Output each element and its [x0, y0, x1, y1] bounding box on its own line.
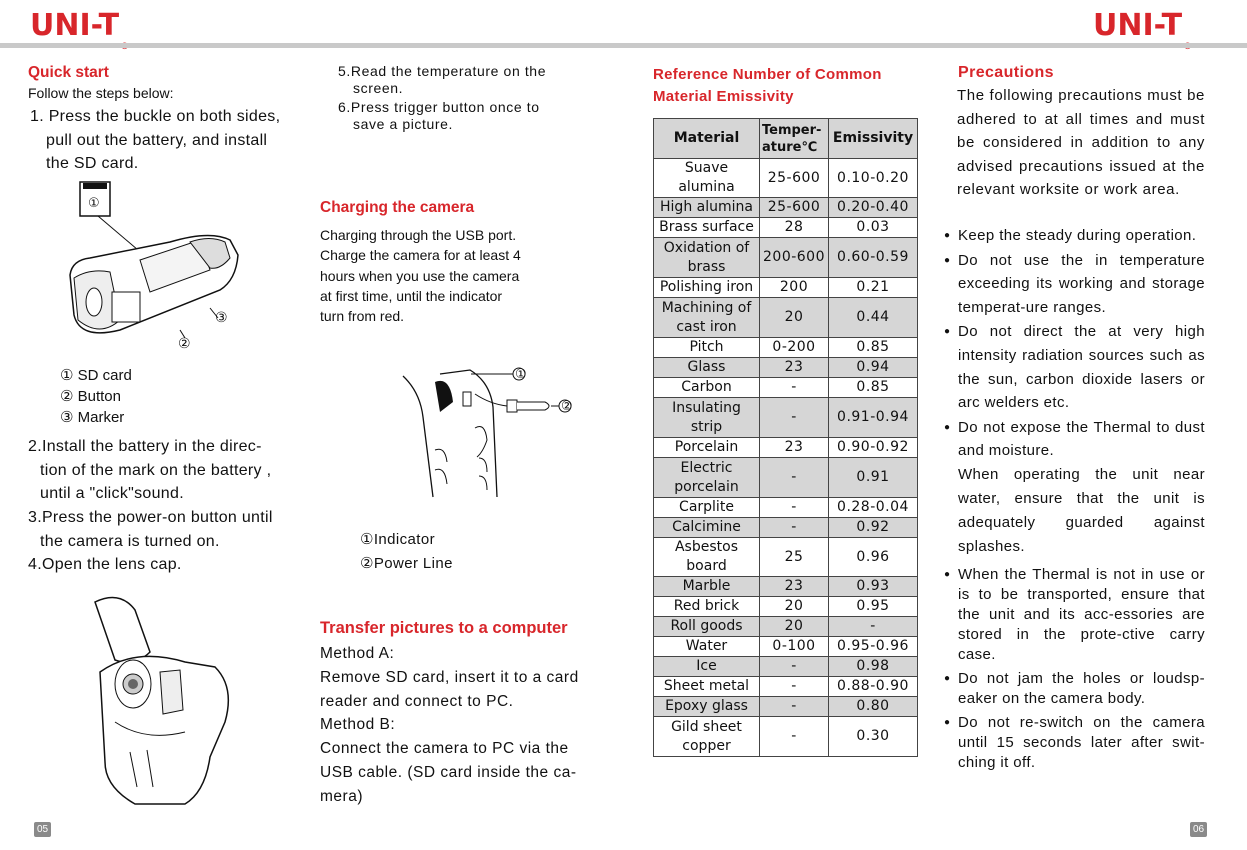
table-row: [654, 617, 918, 637]
precaution-item: ● Do not direct the at very high intensity radiation sources such as the sun, carbon dioxide lasers or arc welders etc.: [944, 320, 1205, 414]
cell-emissivity: 0.95: [829, 597, 918, 617]
cell-temperature: 28: [760, 218, 829, 238]
cell-material: Asbestos board: [654, 538, 760, 577]
cell-temperature: 25: [760, 538, 829, 577]
charging-legend: ①Indicator ②Power Line: [360, 531, 453, 572]
step-4: 4.Open the lens cap.: [28, 556, 182, 573]
table-row: [654, 338, 918, 358]
page-number-right: 06: [1190, 822, 1207, 837]
cell-emissivity: 0.85: [829, 338, 918, 358]
cell-temperature: -: [760, 498, 829, 518]
table-row: [654, 438, 918, 458]
precautions-intro: The following precautions must be adhered to at all times and must be considered in addition to any advised precautions issued at the relevant worksite or work area.: [957, 87, 1205, 199]
cell-material: Epoxy glass: [654, 697, 760, 717]
cell-material: Insulating strip: [654, 398, 760, 438]
step-3: 3.Press the power-on button until the camera is turned on.: [28, 509, 273, 550]
precautions-list: [944, 224, 1205, 773]
fig3-label-1: ①: [515, 366, 527, 381]
cell-material: Porcelain: [654, 438, 760, 458]
cell-temperature: -: [760, 717, 829, 757]
cell-material: Calcimine: [654, 518, 760, 538]
fig1-label-2: ②: [178, 335, 191, 351]
fig1-label-1: ①: [88, 195, 100, 210]
table-row: [654, 697, 918, 717]
cell-material: Oxidation of brass: [654, 238, 760, 278]
table-row: [654, 717, 918, 757]
cell-temperature: 20: [760, 617, 829, 637]
cell-temperature: 200: [760, 278, 829, 298]
quick-start-subtitle: Follow the steps below:: [28, 85, 174, 101]
table-row: [654, 637, 918, 657]
fig3-label-2: ②: [561, 398, 573, 413]
table-row: [654, 238, 918, 278]
cell-emissivity: -: [829, 617, 918, 637]
table-row: [654, 518, 918, 538]
cell-emissivity: 0.92: [829, 518, 918, 538]
table-row: [654, 597, 918, 617]
table-row: [654, 657, 918, 677]
table-row: [654, 358, 918, 378]
table-row: [654, 577, 918, 597]
table-row: [654, 159, 918, 198]
cell-material: Pitch: [654, 338, 760, 358]
cell-emissivity: 0.91: [829, 458, 918, 498]
cell-temperature: 25-600: [760, 159, 829, 198]
cell-emissivity: 0.98: [829, 657, 918, 677]
cell-temperature: 20: [760, 597, 829, 617]
cell-temperature: -: [760, 398, 829, 438]
cell-emissivity: 0.85: [829, 378, 918, 398]
step-6: 6.Press trigger button once to save a picture.: [338, 99, 540, 132]
transfer-title: Transfer pictures to a computer: [320, 619, 568, 637]
cell-temperature: -: [760, 677, 829, 697]
cell-material: Glass: [654, 358, 760, 378]
precaution-item: ● Do not use the in temperature exceeding its working and storage temperat-ure ranges.: [944, 249, 1205, 320]
cell-material: Electric porcelain: [654, 458, 760, 498]
table-row: [654, 198, 918, 218]
table-row: [654, 378, 918, 398]
cell-material: Carplite: [654, 498, 760, 518]
cell-emissivity: 0.94: [829, 358, 918, 378]
cell-material: High alumina: [654, 198, 760, 218]
cell-emissivity: 0.30: [829, 717, 918, 757]
cell-material: Roll goods: [654, 617, 760, 637]
cell-material: Red brick: [654, 597, 760, 617]
cell-material: Brass surface: [654, 218, 760, 238]
table-row: [654, 278, 918, 298]
step-1: 1. Press the buckle on both sides, pull out the battery, and install the SD card.: [30, 108, 281, 172]
precaution-item: ● Keep the steady during operation.: [944, 224, 1205, 248]
cell-temperature: 23: [760, 358, 829, 378]
page-number-left: 05: [34, 822, 51, 837]
cell-emissivity: 0.28-0.04: [829, 498, 918, 518]
step-2: 2.Install the battery in the direc- tion of the mark on the battery , until a "click"sound.: [28, 438, 272, 502]
cell-temperature: 0-100: [760, 637, 829, 657]
fig1-label-3: ③: [215, 309, 228, 325]
fig1-legend: ① SD card ② Button ③ Marker: [60, 367, 132, 426]
brand-logo-left: UNI-T: [30, 8, 120, 43]
table-row: [654, 298, 918, 338]
cell-emissivity: 0.03: [829, 218, 918, 238]
cell-temperature: -: [760, 518, 829, 538]
step-5: 5.Read the temperature on the screen.: [338, 63, 547, 96]
cell-emissivity: 0.91-0.94: [829, 398, 918, 438]
cell-temperature: 0-200: [760, 338, 829, 358]
cell-material: Suave alumina: [654, 159, 760, 198]
cell-emissivity: 0.80: [829, 697, 918, 717]
cell-emissivity: 0.90-0.92: [829, 438, 918, 458]
brand-logo-right: UNI-T: [1093, 8, 1183, 43]
cell-temperature: 23: [760, 577, 829, 597]
cell-emissivity: 0.44: [829, 298, 918, 338]
lens-cap-figure: [75, 592, 245, 807]
charging-text: Charging through the USB port. Charge the camera for at least 4 hours when you use the camera at first time, until the indicator turn from red.: [320, 227, 521, 325]
transfer-text: Method A: Remove SD card, insert it to a card reader and connect to PC. Method B: Connect the camera to PC via the USB cable. (SD card inside the ca- mera): [320, 645, 579, 805]
precaution-item: ● Do not expose the Thermal to dust and moisture.: [944, 416, 1205, 463]
cell-material: Gild sheet copper: [654, 717, 760, 757]
cell-temperature: -: [760, 657, 829, 677]
cell-temperature: 20: [760, 298, 829, 338]
col-header-emissivity: Emissivity: [829, 119, 918, 159]
cell-emissivity: 0.95-0.96: [829, 637, 918, 657]
precautions-title: Precautions: [958, 64, 1054, 81]
cell-emissivity: 0.10-0.20: [829, 159, 918, 198]
cell-temperature: 23: [760, 438, 829, 458]
cell-material: Ice: [654, 657, 760, 677]
table-row: [654, 677, 918, 697]
cell-material: Marble: [654, 577, 760, 597]
cell-temperature: -: [760, 697, 829, 717]
cell-temperature: 25-600: [760, 198, 829, 218]
cell-material: Carbon: [654, 378, 760, 398]
cell-temperature: 200-600: [760, 238, 829, 278]
cell-emissivity: 0.60-0.59: [829, 238, 918, 278]
cell-temperature: -: [760, 378, 829, 398]
cell-emissivity: 0.20-0.40: [829, 198, 918, 218]
cell-material: Machining of cast iron: [654, 298, 760, 338]
cell-material: Water: [654, 637, 760, 657]
charging-figure: [395, 362, 585, 502]
col-header-material: Material: [654, 119, 760, 159]
col-header-temperature: Temper-ature℃: [760, 119, 829, 159]
water-note: When operating the unit near water, ensure that the unit is adequately guarded against splashes.: [958, 465, 1205, 555]
charging-title: Charging the camera: [320, 199, 475, 216]
cell-emissivity: 0.93: [829, 577, 918, 597]
cell-material: Polishing iron: [654, 278, 760, 298]
quick-start-title: Quick start: [28, 64, 109, 81]
table-row: [654, 498, 918, 518]
precaution-item: ● When the Thermal is not in use or is to be transported, ensure that the unit and its acc-essories are stored in the prote-ctive carry case.: [944, 565, 1205, 665]
header-divider: [0, 43, 1247, 48]
emissivity-title: Reference Number of Common Material Emissivity: [653, 66, 882, 105]
cell-material: Sheet metal: [654, 677, 760, 697]
cell-emissivity: 0.96: [829, 538, 918, 577]
emissivity-table: [653, 118, 918, 757]
table-row: [654, 538, 918, 577]
cell-emissivity: 0.88-0.90: [829, 677, 918, 697]
cell-emissivity: 0.21: [829, 278, 918, 298]
battery-install-figure: [60, 180, 240, 355]
cell-temperature: -: [760, 458, 829, 498]
table-row: [654, 398, 918, 438]
table-row: [654, 218, 918, 238]
precaution-item: ● Do not jam the holes or loudsp-eaker on the camera body.: [944, 669, 1205, 709]
table-row: [654, 458, 918, 498]
precaution-item: ● Do not re-switch on the camera until 15 seconds later after swit-ching it off.: [944, 713, 1205, 773]
